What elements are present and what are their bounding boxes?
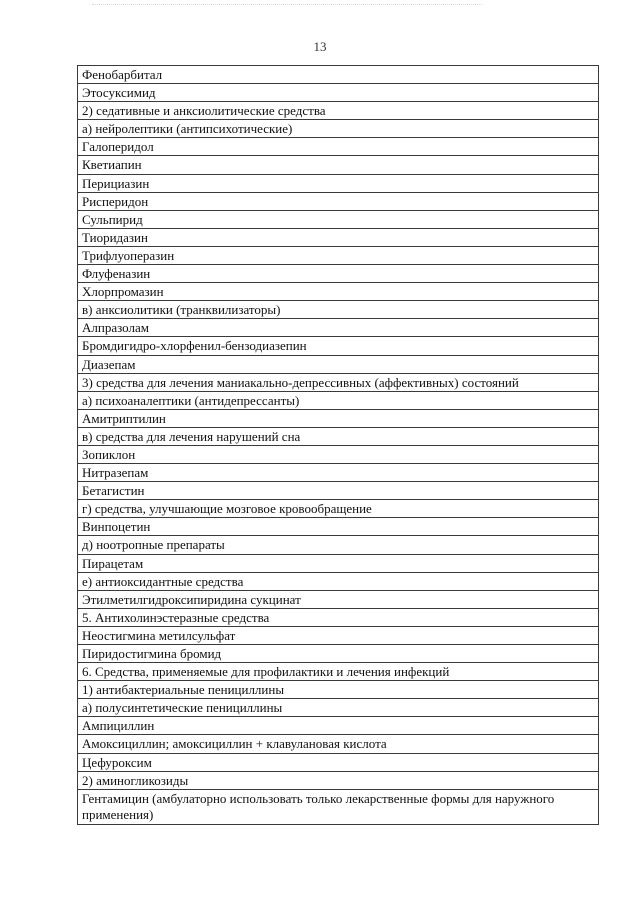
table-row: е) антиоксидантные средства [78,573,598,591]
table-row: 3) средства для лечения маниакально-депрессивных (аффективных) состояний [78,374,598,392]
table-row: Хлорпромазин [78,283,598,301]
table-row: Винпоцетин [78,518,598,536]
table-row: Диазепам [78,356,598,374]
table-row: Гентамицин (амбулаторно использовать только лекарственные формы для наружного применения) [78,790,598,825]
table-row: 5. Антихолинэстеразные средства [78,609,598,627]
table-row: Бетагистин [78,482,598,500]
table-row: Бромдигидро-хлорфенил-бензодиазепин [78,337,598,355]
drug-list-table [77,65,599,825]
table-row: д) ноотропные препараты [78,536,598,554]
table-row: г) средства, улучшающие мозговое кровообращение [78,500,598,518]
table-row: в) анксиолитики (транквилизаторы) [78,301,598,319]
table-row: Алпразолам [78,319,598,337]
scan-header-artifact [92,4,482,11]
table-row: Рисперидон [78,193,598,211]
table-row: Амоксициллин; амоксициллин + клавулановая кислота [78,735,598,753]
table-row: в) средства для лечения нарушений сна [78,428,598,446]
table-row: Зопиклон [78,446,598,464]
table-row: 2) седативные и анксиолитические средства [78,102,598,120]
table-row: Этилметилгидроксипиридина сукцинат [78,591,598,609]
table-row: Пирацетам [78,555,598,573]
table-row: 1) антибактериальные пенициллины [78,681,598,699]
table-row: а) психоаналептики (антидепрессанты) [78,392,598,410]
table-row: Фенобарбитал [78,66,598,84]
page-number: 13 [313,39,327,54]
table-row: Сульпирид [78,211,598,229]
table-row: Галоперидол [78,138,598,156]
table-row: Нитразепам [78,464,598,482]
table-row: Тиоридазин [78,229,598,247]
table-row: Этосуксимид [78,84,598,102]
table-row: а) нейролептики (антипсихотические) [78,120,598,138]
table-row: Флуфеназин [78,265,598,283]
table-row: Кветиапин [78,156,598,174]
table-row: Цефуроксим [78,754,598,772]
table-row: Пиридостигмина бромид [78,645,598,663]
table-row: а) полусинтетические пенициллины [78,699,598,717]
table-row: Перициазин [78,175,598,193]
table-row: 2) аминогликозиды [78,772,598,790]
table-row: Ампициллин [78,717,598,735]
table-row: 6. Средства, применяемые для профилактики и лечения инфекций [78,663,598,681]
table-row: Амитриптилин [78,410,598,428]
table-row: Неостигмина метилсульфат [78,627,598,645]
table-row: Трифлуоперазин [78,247,598,265]
